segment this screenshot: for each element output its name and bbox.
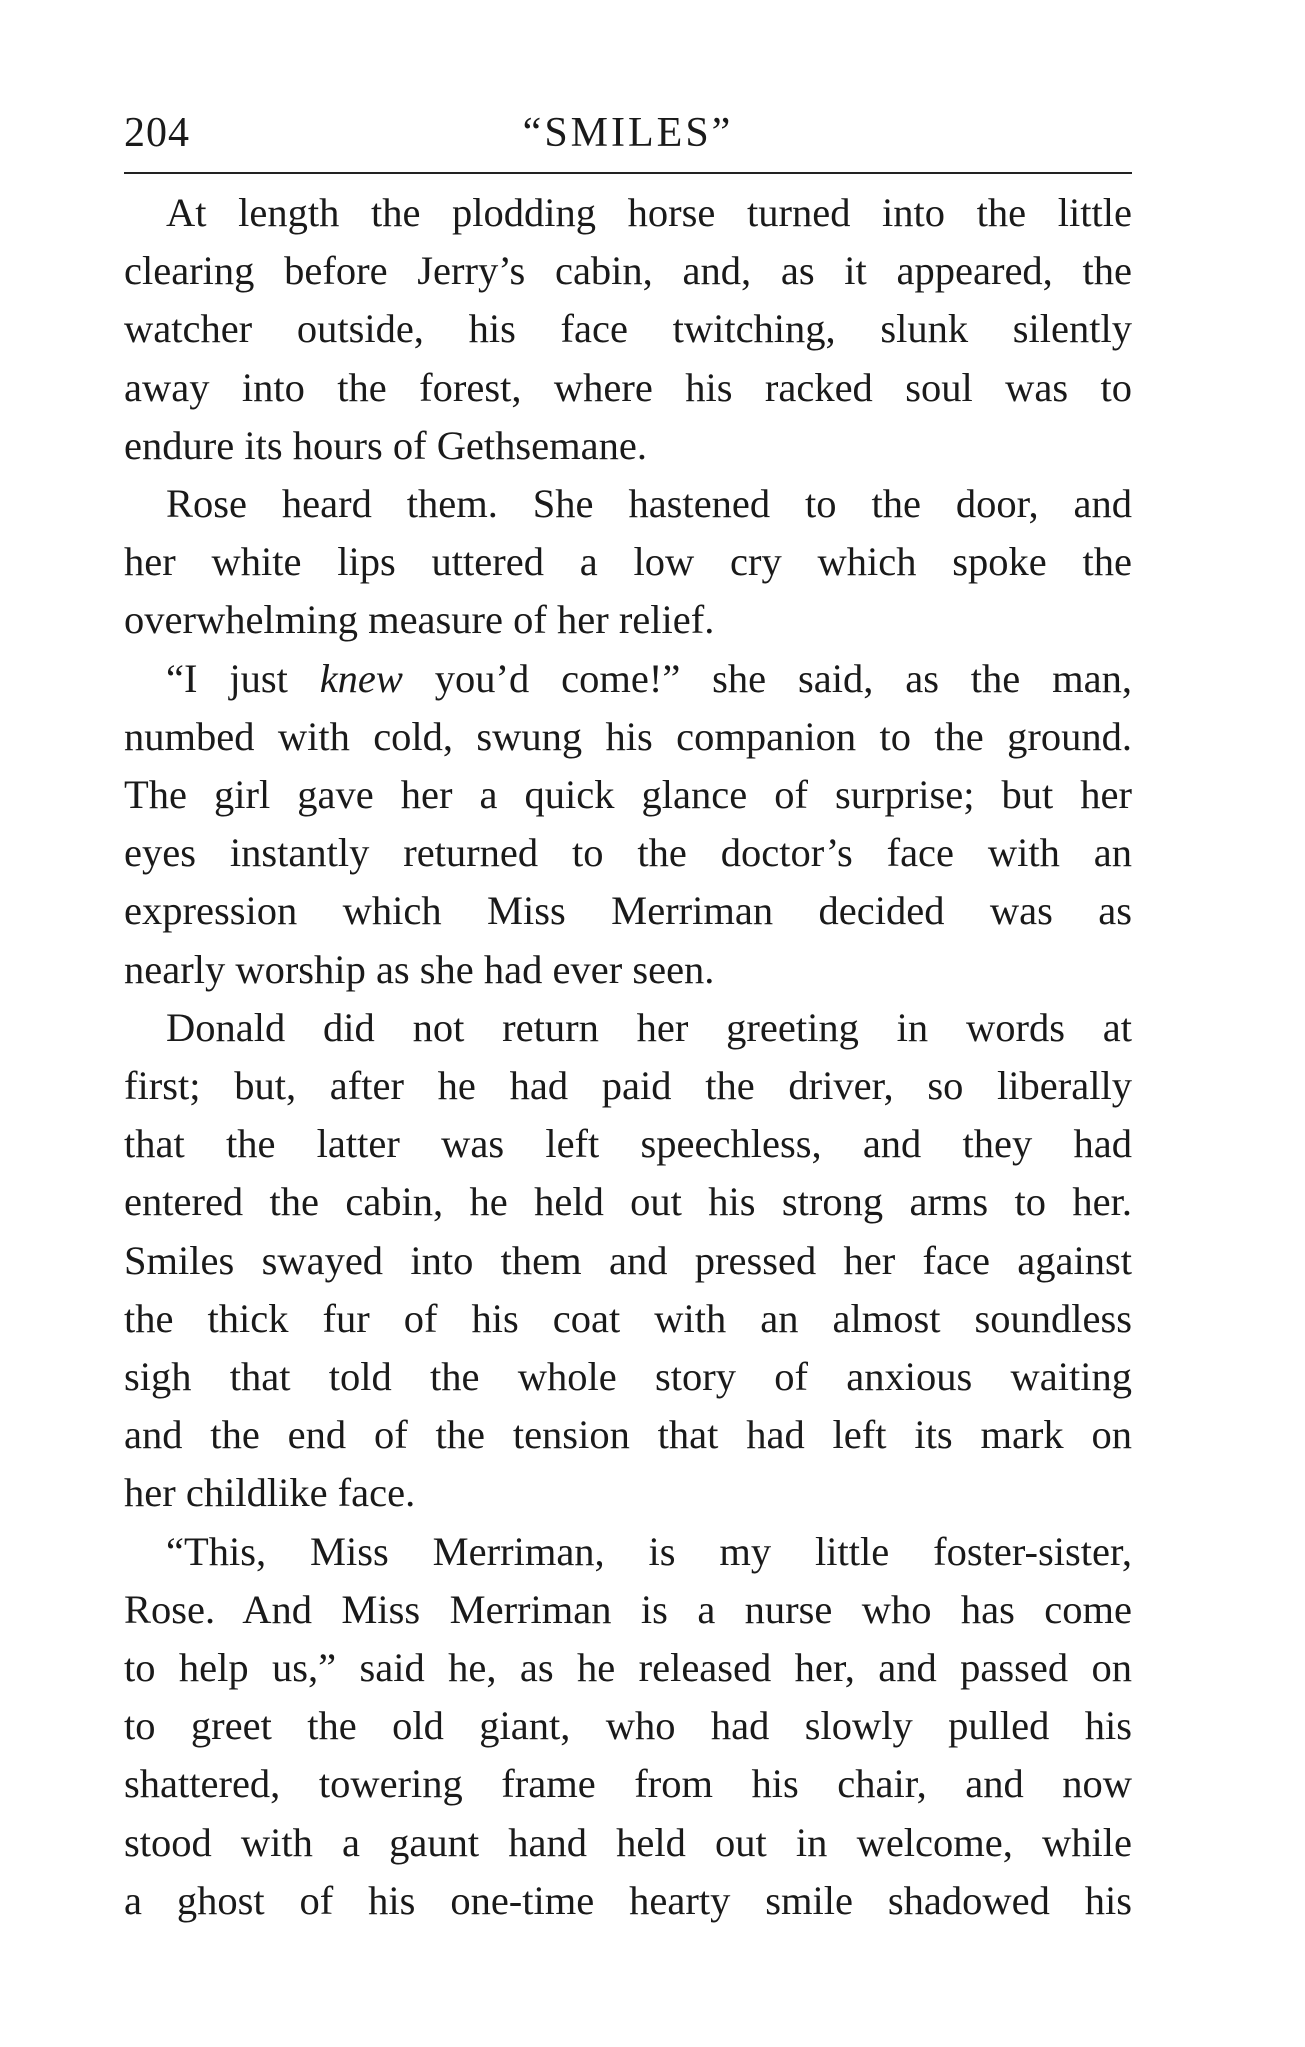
text-line: to greet the old giant, who had slowly pulled his [124,1703,1132,1749]
text-line: At length the plodding horse turned into the little [166,190,1132,235]
text-line: clearing before Jerry’s cabin, and, as it appeared, the [124,248,1132,294]
text-line: shattered, towering frame from his chair, and now [124,1761,1132,1807]
paragraph-4 [124,999,1132,1523]
paragraph-2 [124,475,1132,650]
text-line: Smiles swayed into them and pressed her face against [124,1237,1132,1283]
text-line: Rose. And Miss Merriman is a nurse who has come [124,1586,1132,1632]
running-head [124,98,1132,168]
text-line: Donald did not return her greeting in words at [166,1004,1132,1050]
text-line: “This, Miss Merriman, is my little foster-sister, [166,1528,1132,1574]
text-line: and the end of the tension that had left its mark on [124,1412,1132,1458]
text-line: eyes instantly returned to the doctor’s face with an [124,830,1132,876]
text-line: watcher outside, his face twitching, slunk silently [124,306,1132,352]
text-line: The girl gave her a quick glance of surprise; but her [124,772,1132,818]
text-line: to help us,” said he, as he released her, and passed on [124,1645,1132,1691]
text-run: you’d come!” she said, as the man, [402,655,1132,701]
text-line: overwhelming measure of her relief. [124,597,715,643]
text-run: “I just [166,655,320,701]
page-number: 204 [124,110,190,156]
text-line: a ghost of his one-time hearty smile shadowed his [124,1877,1132,1923]
text-line: expression which Miss Merriman decided was as [124,888,1132,934]
text-line: nearly worship as she had ever seen. [124,946,715,992]
text-line: that the latter was left speechless, and they had [124,1121,1132,1167]
text-line: numbed with cold, swung his companion to the ground. [124,713,1132,759]
text-line: first; but, after he had paid the driver, so liberally [124,1063,1132,1109]
text-line: her white lips uttered a low cry which spoke the [124,539,1132,585]
paragraph-5 [124,1523,1132,1930]
text-line: stood with a gaunt hand held out in welcome, while [124,1819,1132,1865]
paragraph-1 [124,184,1132,475]
text-line: endure its hours of Gethsemane. [124,422,647,468]
body-text [124,184,1132,1930]
emphasis: knew [319,655,403,701]
text-line [124,650,1132,708]
text-line: entered the cabin, he held out his strong arms to her. [124,1179,1132,1225]
header-rule [124,172,1132,174]
text-line: sigh that told the whole story of anxious waiting [124,1354,1132,1400]
running-title: “SMILES” [522,110,734,156]
paragraph-3 [124,650,1132,999]
text-line: Rose heard them. She hastened to the door, and [166,481,1132,527]
text-line: away into the forest, where his racked soul was to [124,364,1132,410]
text-line: her childlike face. [124,1470,416,1516]
text-line: the thick fur of his coat with an almost soundless [124,1295,1132,1341]
